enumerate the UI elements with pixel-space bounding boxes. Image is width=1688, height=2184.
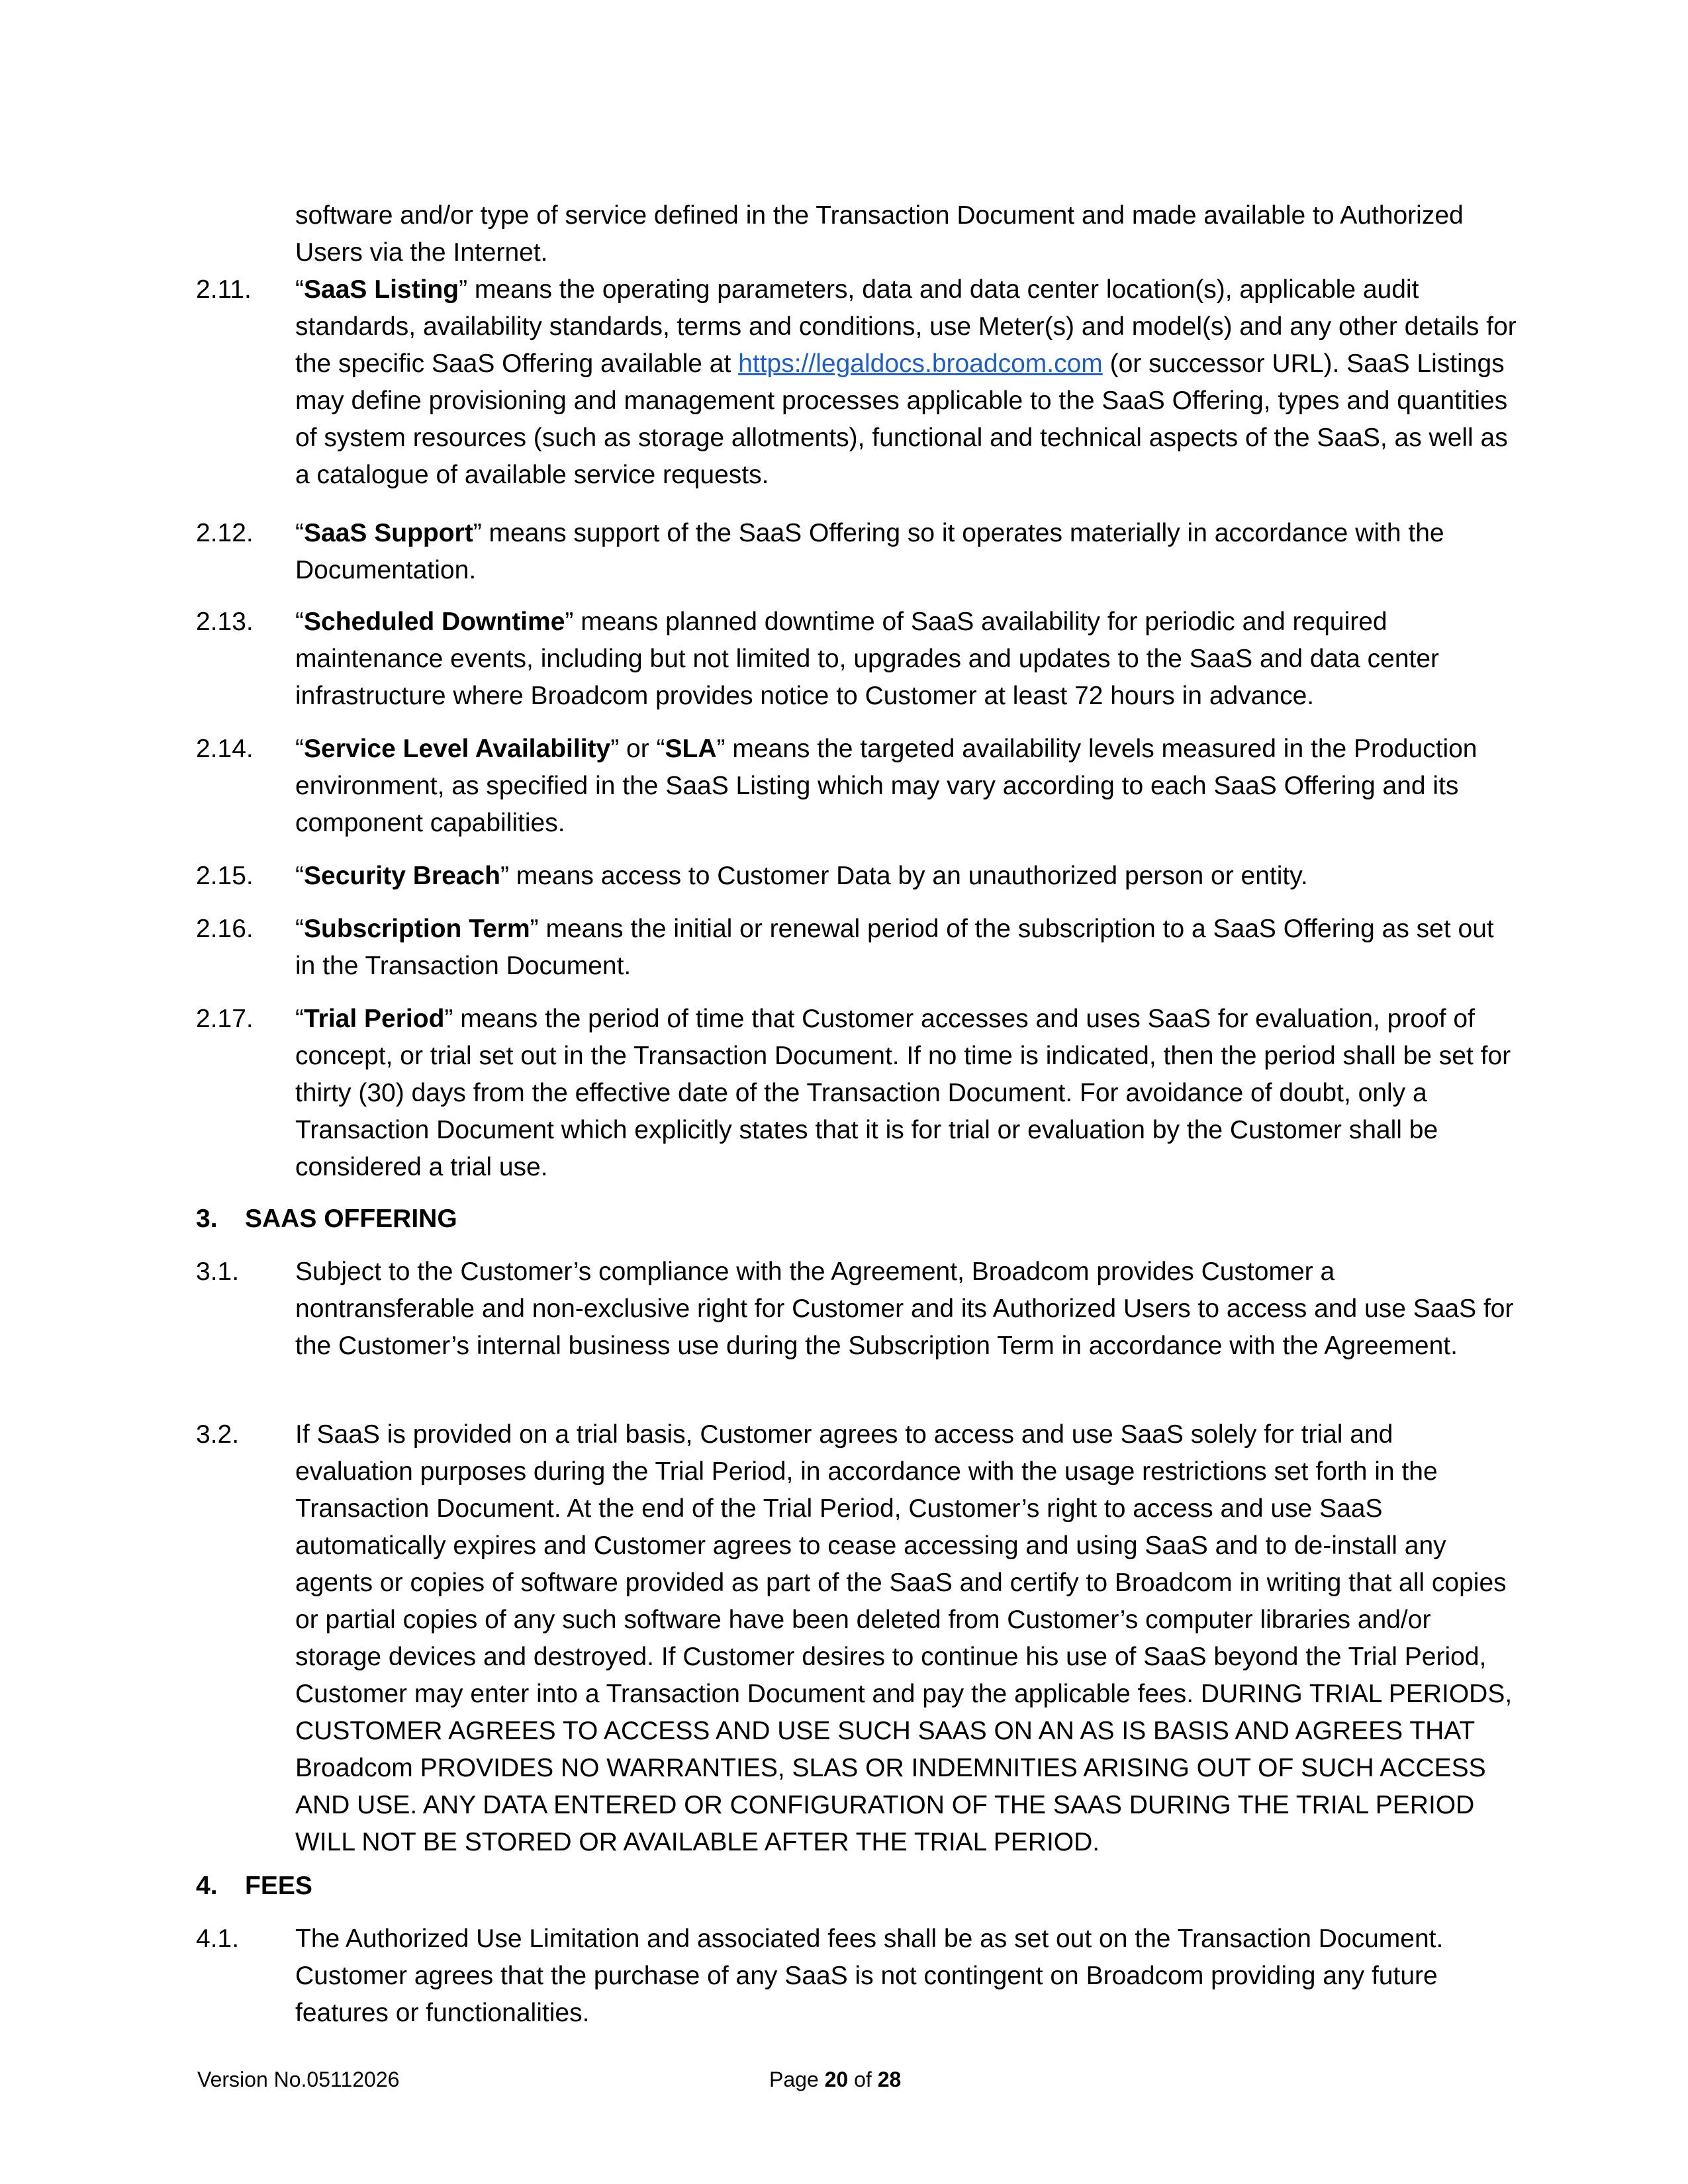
clause-text: ” means the targeted availability levels measured in the Production environment, as specified in the SaaS Listing which may vary according to each SaaS Offering and its component capabilities. <box>295 735 1477 837</box>
defined-term: Service Level Availability <box>304 735 611 763</box>
defined-term: SLA <box>665 735 717 763</box>
clause-number: 3.1. <box>196 1257 240 1286</box>
legaldocs-link[interactable]: https://legaldocs.broadcom.com <box>738 349 1103 378</box>
page-number <box>769 2066 901 2093</box>
clause-number: 4.1. <box>196 1925 240 1953</box>
clause-text: ” means support of the SaaS Offering so it operates materially in accordance with the Documentation. <box>295 519 1444 584</box>
clause-text: ” means planned downtime of SaaS availability for periodic and required maintenance events, including but not limited to, upgrades and updates to the SaaS and data center infrastructure where Broadcom provides notice to Customer at least 72 hours in advance. <box>295 608 1440 710</box>
clause-body <box>295 731 1517 842</box>
clause-body: The Authorized Use Limitation and associated fees shall be as set out on the Transaction Document. Customer agrees that the purchase of any SaaS is not contingent on Broadcom providing any future features or functionalities. <box>295 1925 1444 2027</box>
clause-text: ” means the operating parameters, data and data center location(s), applicable audit standards, availability standards, terms and conditions, use Meter(s) and model(s) and any other details for the specific SaaS Offering available at <box>295 275 1517 378</box>
clause-body <box>295 911 1517 985</box>
clause-number: 2.17. <box>196 1005 254 1033</box>
clause-body <box>295 1001 1517 1186</box>
page-label: Page <box>769 2068 825 2091</box>
section-heading-3 <box>196 1201 457 1238</box>
open-quote: “ <box>295 735 304 763</box>
section-title: FEES <box>245 1872 312 1900</box>
continuation-text: software and/or type of service defined in the Transaction Document and made available to Authorized Users via the Internet. <box>295 201 1464 267</box>
clause-body <box>295 858 1517 895</box>
defined-term: SaaS Support <box>304 519 473 547</box>
open-quote: “ <box>295 915 304 943</box>
clause-body: Subject to the Customer’s compliance with the Agreement, Broadcom provides Customer a nontransferable and non-exclusive right for Customer and its Authorized Users to access and use SaaS for the Customer’s internal business use during the Subscription Term in accordance with the Agreement. <box>295 1257 1514 1360</box>
open-quote: “ <box>295 862 304 890</box>
defined-term: Trial Period <box>304 1005 445 1033</box>
open-quote: “ <box>295 519 304 547</box>
section-number: 3. <box>196 1205 218 1233</box>
defined-term: Scheduled Downtime <box>304 608 565 636</box>
defined-term: SaaS Listing <box>304 275 459 304</box>
clause-number: 2.14. <box>196 735 254 763</box>
version-number: Version No.05112026 <box>197 2068 400 2091</box>
section-title: SAAS OFFERING <box>245 1205 457 1233</box>
open-quote: “ <box>295 608 304 636</box>
section-heading-4 <box>196 1868 312 1905</box>
open-quote: “ <box>295 275 304 304</box>
clause-body <box>295 604 1517 715</box>
clause-body <box>295 271 1517 494</box>
page-of-label: of <box>848 2068 878 2091</box>
clause-body: If SaaS is provided on a trial basis, Customer agrees to access and use SaaS solely for trial and evaluation purposes during the Trial Period, in accordance with the usage restrictions set forth in the Transaction Document. At the end of the Trial Period, Customer’s right to access and use SaaS automatically expires and Customer agrees to cease accessing and using SaaS and to de-install any agents or copies of software provided as part of the SaaS and certify to Broadcom in writing that all copies or partial copies of any such software have been deleted from Customer’s computer libraries and/or storage devices and destroyed. If Customer desires to continue his use of SaaS beyond the Trial Period, Customer may enter into a Transaction Document and pay the applicable fees. DURING TRIAL PERIODS, CUSTOMER AGREES TO ACCESS AND USE SUCH SAAS ON AN AS IS BASIS AND AGREES THAT Broadcom PROVIDES NO WARRANTIES, SLAS OR INDEMNITIES ARISING OUT OF SUCH ACCESS AND USE. ANY DATA ENTERED OR CONFIGURATION OF THE SAAS DURING THE TRIAL PERIOD WILL NOT BE STORED OR AVAILABLE AFTER THE TRIAL PERIOD. <box>295 1420 1513 1856</box>
defined-term: Security Breach <box>304 862 500 890</box>
clause-number: 2.12. <box>196 519 254 547</box>
page-current: 20 <box>824 2068 849 2091</box>
clause-number: 3.2. <box>196 1420 240 1449</box>
page-total: 28 <box>877 2068 902 2091</box>
clause-text: ” or “ <box>610 735 665 763</box>
clause-text: (or successor URL). SaaS Listings may define provisioning and management processes applicable to the SaaS Offering, types and quantities of system resources (such as storage allotments), functional and technical aspects of the SaaS, as well as a catalogue of available service requests. <box>295 349 1508 489</box>
clause-body <box>295 515 1517 589</box>
clause-text: ” means the period of time that Customer accesses and uses SaaS for evaluation, proof of concept, or trial set out in the Transaction Document. If no time is indicated, then the period shall be set for thirty (30) days from the effective date of the Transaction Document. For avoidance of doubt, only a Transaction Document which explicitly states that it is for trial or evaluation by the Customer shall be considered a trial use. <box>295 1005 1511 1181</box>
clause-text: ” means the initial or renewal period of the subscription to a SaaS Offering as set out in the Transaction Document. <box>295 915 1494 980</box>
clause-text: ” means access to Customer Data by an unauthorized person or entity. <box>500 862 1308 890</box>
clause-number: 2.13. <box>196 608 254 636</box>
clause-number: 2.16. <box>196 915 254 943</box>
clause-number: 2.15. <box>196 862 254 890</box>
defined-term: Subscription Term <box>304 915 530 943</box>
clause-number: 2.11. <box>196 275 252 304</box>
section-number: 4. <box>196 1872 218 1900</box>
open-quote: “ <box>295 1005 304 1033</box>
